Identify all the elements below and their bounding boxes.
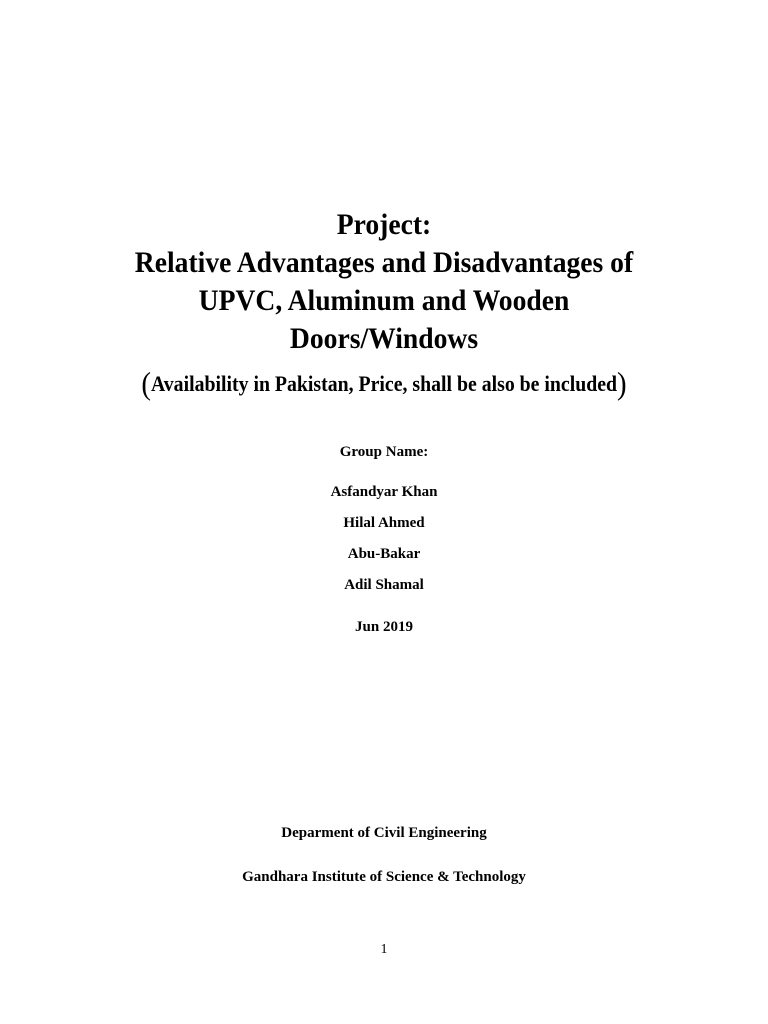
- project-subtitle: [38, 364, 729, 403]
- title-line-doors-windows: Doors/Windows: [289, 322, 479, 355]
- page-number: 1: [380, 942, 388, 957]
- subtitle-close-paren: ): [617, 365, 627, 401]
- title-line-project: Project:: [336, 208, 432, 241]
- group-member: Asfandyar Khan: [330, 484, 438, 500]
- project-title: [31, 206, 738, 358]
- submission-date: Jun 2019: [355, 619, 413, 635]
- institute-name: Gandhara Institute of Science & Technology: [242, 869, 526, 885]
- department-name: Deparment of Civil Engineering: [281, 825, 487, 841]
- title-line-materials: UPVC, Aluminum and Wooden: [198, 284, 570, 317]
- title-line-topic: Relative Advantages and Disadvantages of: [134, 246, 634, 279]
- group-name-label: Group Name:: [339, 444, 429, 460]
- subtitle-open-paren: (: [141, 365, 151, 401]
- subtitle-text: Availability in Pakistan, Price, shall be also be included: [150, 371, 618, 396]
- group-member: Abu-Bakar: [347, 546, 421, 562]
- group-member: Hilal Ahmed: [343, 515, 425, 531]
- group-member: Adil Shamal: [344, 577, 424, 593]
